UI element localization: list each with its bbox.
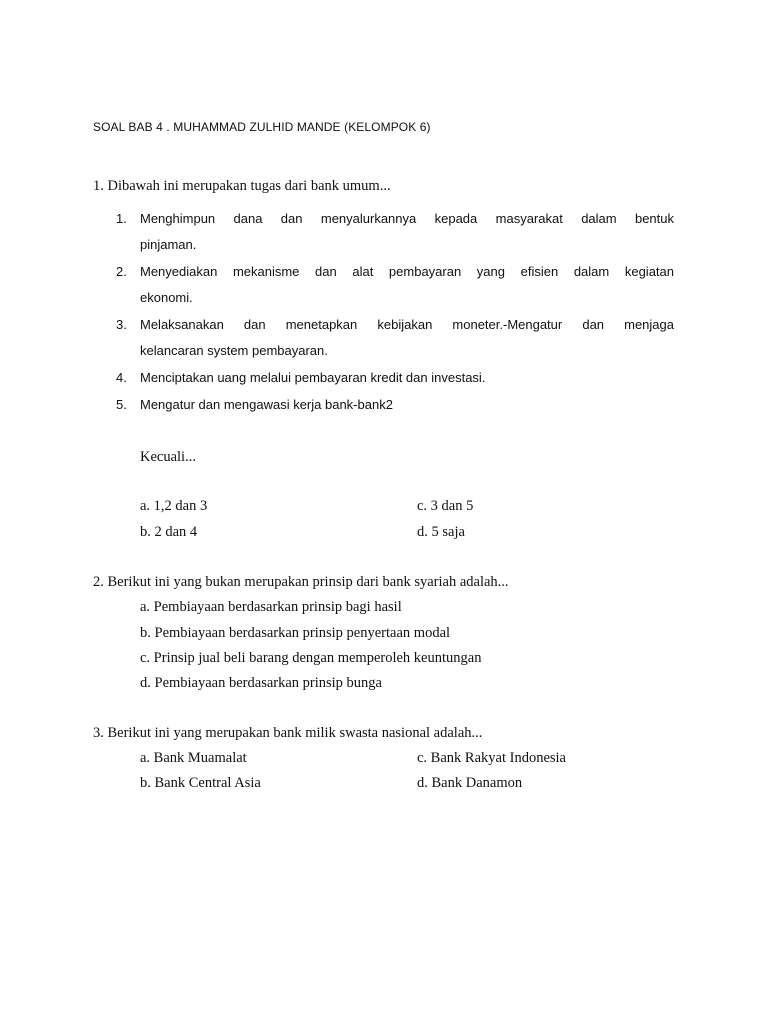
question-3-option-c: c. Bank Rakyat Indonesia bbox=[417, 750, 566, 766]
question-1-prompt: 1. Dibawah ini merupakan tugas dari bank umum... bbox=[93, 178, 391, 194]
statement-3-number: 3. bbox=[116, 317, 127, 332]
question-1-option-c: c. 3 dan 5 bbox=[417, 498, 474, 514]
question-3-option-a: a. Bank Muamalat bbox=[140, 750, 247, 766]
statement-4-number: 4. bbox=[116, 370, 127, 385]
statement-2-line2: ekonomi. bbox=[140, 290, 193, 305]
question-2-prompt: 2. Berikut ini yang bukan merupakan prinsip dari bank syariah adalah... bbox=[93, 574, 509, 590]
statement-4-line1: Menciptakan uang melalui pembayaran kredit dan investasi. bbox=[140, 370, 486, 385]
statement-3-line1: Melaksanakan dan menetapkan kebijakan moneter.-Mengatur dan menjaga bbox=[140, 317, 674, 332]
document-title: SOAL BAB 4 . MUHAMMAD ZULHID MANDE (KELOMPOK 6) bbox=[93, 120, 431, 134]
question-2-option-d: d. Pembiayaan berdasarkan prinsip bunga bbox=[140, 675, 382, 691]
statement-1-number: 1. bbox=[116, 211, 127, 226]
question-2-option-c: c. Prinsip jual beli barang dengan memperoleh keuntungan bbox=[140, 650, 482, 666]
question-3-option-d: d. Bank Danamon bbox=[417, 775, 523, 791]
statement-2-number: 2. bbox=[116, 264, 127, 279]
statement-5-number: 5. bbox=[116, 397, 127, 412]
statement-5-line1: Mengatur dan mengawasi kerja bank-bank2 bbox=[140, 397, 393, 412]
question-1-option-b: b. 2 dan 4 bbox=[140, 524, 198, 540]
question-3-prompt: 3. Berikut ini yang merupakan bank milik swasta nasional adalah... bbox=[93, 725, 483, 741]
question-2-option-a: a. Pembiayaan berdasarkan prinsip bagi hasil bbox=[140, 599, 402, 615]
statement-1-line2: pinjaman. bbox=[140, 237, 197, 252]
statement-1-line1: Menghimpun dana dan menyalurkannya kepada masyarakat dalam bentuk bbox=[140, 211, 674, 226]
statement-2-line1: Menyediakan mekanisme dan alat pembayaran yang efisien dalam kegiatan bbox=[140, 264, 674, 279]
question-1-kecuali: Kecuali... bbox=[140, 449, 196, 465]
statement-3-line2: kelancaran system pembayaran. bbox=[140, 343, 328, 358]
question-3-option-b: b. Bank Central Asia bbox=[140, 775, 261, 791]
question-1-option-d: d. 5 saja bbox=[417, 524, 465, 540]
question-2-option-b: b. Pembiayaan berdasarkan prinsip penyertaan modal bbox=[140, 625, 451, 641]
question-1-option-a: a. 1,2 dan 3 bbox=[140, 498, 208, 514]
